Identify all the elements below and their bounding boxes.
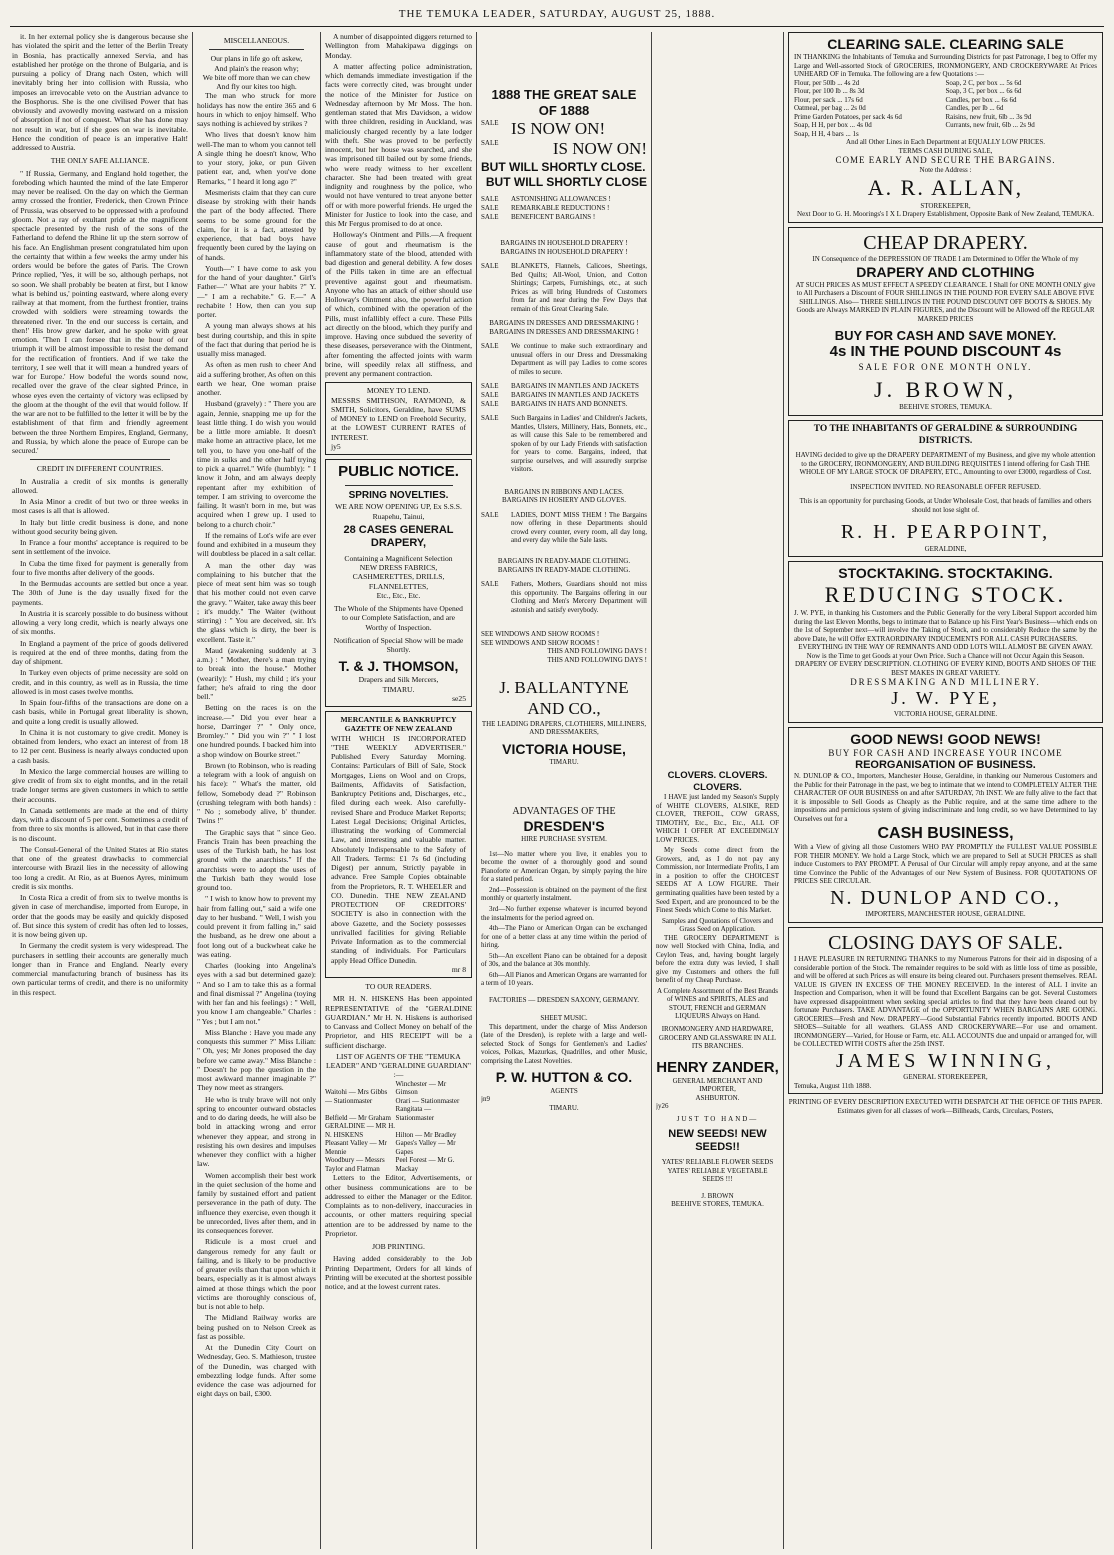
now-on: IS NOW ON! (552, 139, 647, 159)
divider (30, 459, 171, 460)
sale-tag: SALE (481, 414, 499, 423)
drapery-body: AT SUCH PRICES AS MUST EFFECT A SPEEDY CLEARANCE. I Shall for ONE MONTH ONLY give to All Purchasers a Discount of FOUR SHILLINGS IN THE POUND FOR EVERY SALE ABOVE FIVE SHILLINGS. Also— THREE SHILLINGS IN THE POUND DISCOUNT OFF BOOTS & SHOES. My Goods are Always MARKED IN PLAIN FIGURES, and the Discount will be Allowed off the REGULAR MARKED PRICES (795, 280, 1096, 323)
price-item: Soap, 2 C, per box ... 5s 6d (945, 78, 1022, 87)
holloway-ad: Holloway's Ointment and Pills.—A frequent cause of gout and rheumatism is the inflammatory state of the blood, attended with bad digestion and general debility. A few doses of the Pills taken in time are an effectual preventive against gout and rheumatism. Anyone who has an attack of either should use Holloway's Ointment also, the powerful action of which, combined with the operation of the Pills, must infallibly effect a cure. These Pills act directly on the blood, which they purify and improve. Having once subdued the severity of these diseases, perseverance with the Ointment, after fomenting the affected joints with warm brine, will speedily relax all stiffness, and prevent any permanent contraction. (325, 230, 472, 378)
hutton-name: P. W. HUTTON & CO. (495, 1069, 633, 1086)
price-item: Soap, H H, per box ... 4s 0d (794, 121, 872, 130)
sale-heading: BARGAINS IN HOSIERY AND GLOVES. (502, 496, 626, 505)
sale-heading: BARGAINS IN HOUSEHOLD DRAPERY ! (500, 247, 628, 256)
price-item: Oatmeal, per bag ... 2s 0d (794, 104, 866, 113)
sale-tag: SALE (481, 212, 499, 221)
winning-ad (788, 927, 1103, 1095)
price-item: Flour, per 100 lb ... 8s 3d (794, 87, 865, 96)
sale-row (481, 139, 647, 160)
allan-address: Next Door to G. H. Moorings's I X L Drapery Establishment, Opposite Bank of New Zealand, TEMUKA. (797, 210, 1094, 219)
wines: A Complete Assortment of the Best Brands of WINES and SPIRITS, ALES and STOUT, FRENCH and GERMAN LIQUEURS Always on Hand. (657, 986, 778, 1021)
sale-row (481, 391, 647, 400)
allan-terms: TERMS CASH DURING SALE, (898, 146, 993, 155)
notice-special: Notification of Special Show will be made Shortly. (333, 635, 464, 655)
sale-tag: SALE (481, 382, 499, 391)
sale-text: BLANKETS, Flannels, Calicoes, Sheetings, Bed Quilts; All-Wool, Union, and Cotton Shirtings; Carpets, Furnishings, etc., at such Prices as will bring Hundreds of Customers from far and near during the Few Days that remain of this Great Clearing Sale. (511, 262, 647, 313)
sale-text: BARGAINS IN MANTLES AND JACKETS (511, 382, 639, 391)
allan-others: And all Other Lines in Each Department at EQUALLY LOW PRICES. (846, 138, 1045, 147)
ballantyne-sub: THE LEADING DRAPERS, CLOTHIERS, MILLINERS, AND DRESSMAKERS, (481, 719, 647, 737)
column-rule (476, 32, 477, 1549)
misc-list (197, 91, 316, 1398)
price-item: Soap, H H, 4 bars ... 1s (794, 129, 859, 138)
allan-note: Note the Address : (919, 166, 972, 175)
notice-line: CASHMERETTES, DRILLS, (352, 572, 445, 582)
sale-text: Such Bargains in Ladies' and Children's Jackets, Mantles, Ulsters, Millinery, Hats, Bonnets, etc., as will cause this Sale to be remembered and spoken of by our Lady Friends with satisfaction for years to come. Bargains, indeed, that surprise ourselves, and will assuredly surprise visitors. (511, 414, 647, 474)
jbrown-name: J. BROWN, (874, 376, 1017, 402)
sale-tag: SALE (481, 139, 499, 148)
sale-text: BENEFICENT BARGAINS ! (511, 212, 596, 221)
samples: Samples and Quotations of Clovers and Grass Seed on Application. (661, 916, 773, 934)
misc-item: Ridicule is a most cruel and dangerous remedy for any fault or failing, and is likely to be productive of greater evils than that upon which it bears, especially as it is almost always aimed at those things which the poor victims are thoroughly conscious of, but is not able to help. (197, 1237, 316, 1311)
sale-tag: SALE (481, 580, 499, 589)
credit-list (12, 477, 188, 997)
column-rule (783, 32, 784, 1549)
poem-line: Our plans in life go oft askew, (210, 54, 303, 64)
misc-item: As often as men rush to cheer And aid a suffering brother, As often on this earth we hear, One woman praise another. (197, 360, 316, 397)
pye-dress: DRESSMAKING AND MILLINERY. (850, 677, 1041, 688)
agent-entry: Winchester — Mr Gimson (395, 1079, 447, 1097)
sale-row (481, 382, 647, 391)
estimates-line: Estimates given for all classes of work—Billheads, Cards, Circulars, Posters, (837, 1106, 1054, 1115)
article-heading: THE ONLY SAFE ALLIANCE. (50, 156, 150, 166)
article-heading: MISCELLANEOUS. (223, 36, 290, 45)
sale-heading: BARGAINS IN DRESSES AND DRESSMAKING ! (489, 327, 639, 336)
dresden-point: 4th—The Piano or American Organ can be exchanged for one of a better class at any time within the period of hiring. (481, 924, 647, 950)
reorg-heading: REORGANISATION OF BUSINESS. (855, 758, 1036, 771)
money-title: MONEY TO LEND. (366, 386, 431, 396)
allan-come: COME EARLY AND SECURE THE BARGAINS. (835, 155, 1056, 166)
just-to-hand: JUST TO HAND— (676, 1114, 759, 1123)
shortly-close: BUT WILL SHORTLY CLOSE (485, 174, 647, 189)
sale-row (481, 414, 647, 474)
notice-cases: 28 CASES GENERAL DRAPERY, (343, 523, 454, 550)
column-rule (192, 32, 193, 1549)
closing-body: I HAVE PLEASURE IN RETURNING THANKS to my Numerous Patrons for their aid in disposing of a considerable portion of the Stock. The remainder requires to be sold with as little loss of time as possible, and will be offered at such Prices as will ensure its being cleared out. Purchasers present themselves. REAL VALUE IS GIVEN IN EXCESS OF THE MONEY RECEIVED. In the interest of ALL I invite an Inspection and Comparison, when it will be found that Excellent Bargains can be got. Several Customers have expressed disappointment when seeking special articles to find that they have been cleared out by fortunate Purchasers. TAKE ADVANTAGE of the OPPORTUNITY WHEN BARGAINS ARE GOING. GROCERIES—Fresh and New. DRAPERY—Good Substantial Fabrics recently imported. BOOTS AND SHOES—Suitable for all weathers. GLASS AND CROCKERYWARE—For use and ornament. IRONMONGERY—Varied, for House or Farm, etc. ALL ACCOUNTS due and unpaid or arranged for, will be COLLECTED WITH COSTS after the 25th INST. (794, 954, 1097, 1049)
masthead: THE TEMUKA LEADER, SATURDAY, AUGUST 25, 1888. (398, 8, 716, 20)
agent-entry: Waitohi — Mrs Gibbs (325, 1088, 388, 1097)
notice-contains: Containing a Magnificent Selection (344, 553, 453, 563)
clovers-body: I HAVE just landed my Season's Supply of WHITE CLOVERS, ALSIKE, RED CLOVER, TREFOIL, COW GRASS, TIMOTHY, Etc., Etc., Etc., ALL OF WHICH I OFFER AT EXCEEDINGLY LOW PRICES. (656, 793, 779, 844)
notice-line: NEW DRESS FABRICS, (359, 563, 438, 573)
price-item: Flour, per 50lb ... 4s 2d (794, 78, 860, 87)
sale-text: We continue to make such extraordinary and unusual offers in our Dress and Dressmaking Department as will pay Ladies to come scores of miles to secure. (511, 342, 647, 376)
sale-text: REMARKABLE REDUCTIONS ! (511, 203, 610, 212)
money-ad (325, 382, 472, 455)
zander-title: GENERAL MERCHANT AND IMPORTER, (672, 1076, 763, 1094)
credit-paragraph: In Canada settlements are made at the end of thirty days, with a discount of 5 per cent. Sometimes a credit of from three to six months is allowed, but in that case there is no discount. (12, 805, 188, 843)
price-item: Soap, 3 C, per box ... 6s 6d (945, 87, 1022, 96)
printing-notice: PRINTING OF EVERY DESCRIPTION EXECUTED WITH DESPATCH AT THE OFFICE OF THIS PAPER. (788, 1098, 1103, 1107)
pye-ad (788, 561, 1103, 723)
misc-item: Betting on the races is on the increase.—" Did you ever hear a horse, Darringer ?" " Only once, Bromley." " Did you win ?" " I lost one hundred pounds. I backed him into a shop window on Bourke street." (197, 703, 316, 759)
misc-item: Women accomplish their best work in the quiet seclusion of the home and family by sustained effort and patient perseverance in the path of duty. The influence they exercise, even though it be unrecorded, lives after them, and in its consequences forever. (197, 1170, 316, 1235)
sale-row (481, 204, 647, 213)
poem (197, 54, 316, 91)
credit-paragraph: In Germany the credit system is very widespread. The purchasers in settling their accounts are generally much longer than in France and England. Nearly every commercial manufacturing branch of business has its own particular terms of credit, and there is no uniformity in this respect. (12, 941, 188, 997)
music-title: SHEET MUSIC. (540, 1014, 588, 1023)
yates-list (656, 1158, 779, 1184)
allan-sub: STOREKEEPER, (920, 201, 971, 210)
credit-paragraph: In France a four months' acceptance is required to be sent in settlement of the invoice. (12, 538, 188, 557)
misc-item: Miss Blanche : Have you made any conquests this summer ?" Miss Lilian: " Oh, yes; Mr Jones proposed the day before we came away." Miss Blanche : " Doesn't he pop the question in the most awkward manner imaginable ?" They now meet as strangers. (197, 1027, 316, 1093)
dresden-name: DRESDEN'S (523, 818, 605, 835)
misc-item: Mesmerists claim that they can cure disease by stroking with their hands the part of the body affected. There seems to be some ground for the claim, for it is a fact, attested by experience, that bad boys have frequently been cured by the laying on of hands. (197, 187, 316, 262)
pye-body: J. W. PYE, in thanking his Customers and the Public Generally for the very Liberal Support accorded him during the last Eleven Months, begs to intimate that to Balance up his First Year's Business—which ends on the 1st of September next—will involve the Taking of Stock, and to considerably Reduce the same by the above Date, he will Offer EXTRAORDINARY INDUCEMENTS FOR ALL CASH PURCHASERS. (794, 609, 1097, 643)
stocktaking-heading: STOCKTAKING. STOCKTAKING. (838, 565, 1053, 582)
pye-remnants: EVERYTHING IN THE WAY OF REMNANTS AND ODD LOTS WILL ALMOST BE GIVEN AWAY. (798, 643, 1093, 652)
credit-paragraph: In Austria it is scarcely possible to do business without allowing a very long credit, which is nearly always one of six months. (12, 608, 188, 637)
brown-name: J. BROWN (701, 1191, 734, 1200)
article-heading: CREDIT IN DIFFERENT COUNTRIES. (36, 464, 164, 474)
ad-code: mr 8 (451, 964, 466, 974)
credit-paragraph: In Asia Minor a credit of but two or three weeks in most cases is all that is allowed. (12, 497, 188, 516)
sale-heading: BARGAINS IN HOUSEHOLD DRAPERY ! (500, 239, 628, 248)
geraldine-body: HAVING decided to give up the DRAPERY DEPARTMENT of my Business, and give my whole attention to the GROCERY, IRONMONGERY, AND BUILDING REQUISITES I intend offering for Cash THE WHOLE OF MY LARGE STOCK OF DRAPERY, ETC., Amounting to over £3000, regardless of Cost. (795, 451, 1096, 477)
ad-code: jy26 (656, 1102, 669, 1111)
misc-item: A man the other day was complaining to his butcher that the piece of meat sent him was so tough that his mother could not even carve the gravy. " Waiter, take away this beer ; it's muddy." The Waiter (without stirring) : " You are deceived, sir. It's the glass which is dirty, the beer is excellent. Taste it." (197, 560, 316, 644)
allowances (481, 195, 647, 221)
sale-headline: 1888 THE GREAT SALE OF 1888 (491, 87, 637, 118)
misc-item: Maud (awakening suddenly at 3 a.m.) : " Mother, there's a man trying to break into the house." Mother (wearily): " Hush, my child ; it's your father; he's afraid to ring the door bell." (197, 645, 316, 701)
misc-item: A young man always shows at his best during courtship, and this in spite of the fact that during that period he is usually miss managed. (197, 321, 316, 358)
article-paragraph: " If Russia, Germany, and England hold together, the foreboding which haunted the mind of the late Emperor may never be realised. On the day on which the German army crossed the frontier, Frederick, then Crown Prince of Prussia, was observed to be oppressed with a profound gloom. Not a ray of exultant pride at the magnificent spectacle presented by the rush of the sons of the Fatherland to defend the Rhine lit up the stern sorrow of his face. An Englishman present congratulated him upon the certainty that within a few weeks the army under his orders would be before the gates of Paris. The Crown Prince replied, 'Yes, it will be so, although perhaps, not so soon. We shall probably be beaten at first, but I know what is behind us,' pointing eastward, where along every railway at that moment, from the furthest frontier, trains crowded with soldiers were streaming towards the threatened river. 'In the end our success is certain, and then!' His brow grew darker, and he spoke with great emotion. 'Then I can forsee that in the hour of our triumph it will be almost impossible to resist the demand for the rectification of frontiers. And if we take the territory, I see well that it will mean a hundred years of war for Europe.' How bodeful the words sound now, recalled over the grave of the clear sighted Prince, in whose eyes even the certainty of victory was eclipsed by the gloom at the thought of the evil that would follow. If the war are not to be fulfilled to the letter it will be by the establishment of that firm and friendly agreement between the three Northern Empires, England, Germany, and Russia, by which alone the peace of Europe can be secured.' (12, 168, 188, 455)
sale-heading: BARGAINS IN READY-MADE CLOTHING. (497, 556, 631, 565)
poem-line: And plain's the reason why; (214, 63, 299, 73)
agent-entry: Pleasant Valley — Mr Mennie (325, 1139, 387, 1156)
sale-text: LADIES, DON'T MISS THEM ! The Bargains now offering in these Departments should crowd every counter, every room, all day long, and every day while the Sale lasts. (511, 510, 647, 545)
gazette-body: WITH WHICH IS INCORPORATED "THE WEEKLY ADVERTISER." Published Every Saturday Morning. Contains: Particulars of Bill of Sale, Stock Mortgages, Liens on Wool and on Crops, Bailments, Affidavits of Satisfaction, Bankruptcy Petitions and, Discharges, etc., filed during each week. Also carefully-revised Share and Produce Market Reports; Latest Legal Decisions; Original Articles, illustrating the working of Commercial Law, and interesting and valuable matter. Absolutely Indispensable to the Safety of All Traders. Terms: £1 7s 6d (including Digest) per annum, Strictly payable in advance. Free Sample Copies obtainable from the Proprietors, R. T. WHEELER and CO. Dunedin. THE NEW ZEALAND PROTECTION OF CREDITORS' SOCIETY is also in connection with the above Gazette, and the Society possesses unrivalled facilities for giving Reliable Private Information as to the commercial standing of individuals. For Particulars apply Head Office Dunedin. (331, 733, 466, 965)
grocery-body: THE GROCERY DEPARTMENT is now well Stocked with China, India, and Ceylon Teas, and, having bought largely before the extra duty was levied, I shall give my Customers and others the full benefit of my Cheap Purchase. (656, 933, 779, 985)
sale-tag: SALE (481, 262, 499, 271)
credit-paragraph: In Turkey even objects of prime necessity are sold on credit, and in this country, as well as in Russia, the time allowed is in most cases twelve months. (12, 668, 188, 696)
credit-paragraph: In Mexico the large commercial houses are willing to give credit of from six to eight months, and in the retail trade longer terms are given customers in which to settle their accounts. (12, 766, 188, 804)
ballantyne-house: VICTORIA HOUSE, (502, 740, 626, 757)
pye-name: J. W. PYE, (891, 688, 1000, 709)
misc-item: The Midland Railway works are being pushed on to Nelson Creek as fast as possible. (197, 1313, 316, 1341)
sale-row (481, 511, 647, 545)
misc-item: Brown (to Robinson, who is reading a telegram with a look of anguish on his face): " What's the matter, old fellow, Somebody dead ?" Robinson (crushing telegram with both hands) : " No ; somebody alive, b' thunder. Twins !" (197, 760, 316, 826)
sale-text: BARGAINS IN HATS AND BONNETS. (511, 399, 628, 408)
reducing-heading: REDUCING STOCK. (824, 582, 1067, 608)
ad-code: jy5 (331, 441, 341, 451)
sale-text: ASTONISHING ALLOWANCES ! (511, 195, 611, 204)
credit-paragraph: In Italy but little credit business is done, and none without good security being given. (12, 517, 188, 536)
sale-tag: SALE (481, 203, 499, 212)
allan-ad (788, 32, 1103, 223)
new-seeds: NEW SEEDS! NEW SEEDS!! (668, 1127, 767, 1153)
price-item: Prime Garden Potatoes, per sack 4s 6d (794, 112, 902, 121)
divider (345, 485, 453, 486)
seeds-body: My Seeds come direct from the Growers, and, as I do not pay any Commission, nor Intermediate Profits, I am in a position to offer the CHOICEST SEEDS AT A LOW FIGURE. Their germinating qualities have been tested by a Seed Expert, and are pronounced to be the Finest Seeds which Come to this Market. (656, 846, 779, 915)
notice-intro: WE ARE NOW OPENING UP, Ex S.S.S. Ruapehu, Tainui, (335, 502, 462, 521)
misc-item: At the Dunedin City Court on Wednesday, Geo. S. Mathieson, trustee of the Dunedin, was charged with embezzling lodge funds. After some evidence the case was adjourned for eight days on bail, £300. (197, 1343, 316, 1399)
dresden-points (481, 850, 647, 988)
notice-line: FLANNELETTES, (368, 581, 429, 591)
column-3 (325, 32, 472, 1549)
news-item: A number of disappointed diggers returned to Wellington from Mahakipawa diggings on Monday. (325, 32, 472, 60)
article-heading: JOB PRINTING. (372, 1242, 425, 1252)
yates-line: YATES' RELIABLE FLOWER SEEDS (661, 1158, 774, 1167)
agent-entry: Rangitata — Stationmaster (395, 1105, 435, 1122)
dresden-point: 6th—All Pianos and American Organs are warranted for a term of 10 years. (481, 970, 647, 988)
cash-heading: CASH BUSINESS, (877, 824, 1014, 842)
ballantyne-town: TIMARU. (549, 757, 579, 766)
price-item: Candles, per box ... 6s 6d (945, 95, 1017, 104)
agents-list (325, 1080, 472, 1174)
month-line: SALE FOR ONE MONTH ONLY. (858, 361, 1033, 372)
misc-item: " I wish to know how to prevent my hair from falling out," said a wife one day to her husband. " Well, I wish you could prevent it from falling in," said the husband, as he drew one about a foot long out of a buckwheat cake he was eating. (197, 894, 316, 959)
sale-tag: SALE (481, 195, 499, 204)
sale-row (481, 342, 647, 376)
buy-heading: BUY FOR CASH AND SAVE MONEY. (834, 327, 1057, 343)
sale-row (481, 262, 647, 313)
misc-item: If the remains of Lot's wife are ever found and exhibited in a museum they will doubtless be placed in a salt cellar. (197, 530, 316, 559)
ad-code: jn9 (481, 1095, 490, 1104)
news-item: A matter affecting police administration, which demands immediate investigation if the facts were correctly cited, was brought under the notice of the Minister for Justice on Wednesday afternoon by Mr Moss. The hon. gentleman stated that Mrs Davidson, a widow with three children, residing in Auckland, was maliciously charged recently by a late lodger with theft. She was proved to be perfectly innocent, but her house was searched, and she was imprisoned till bailed out by some friends, who were ready witness to her excellent character. She had been treated with great indignity and roughness by the police, who would not have ventured to treat anyone better off or with more powerful friends. He urged the Minister for Justice to look into the case, and this Mr Fergus promised to do at once. (325, 61, 472, 228)
ad-code: se25 (452, 693, 466, 703)
credit-paragraph: In Cuba the time fixed for payment is generally from four to five months after delivery of the goods. (12, 558, 188, 577)
zander-town: ASHBURTON. (695, 1093, 740, 1102)
credit-paragraph: In China it is not customary to give credit. Money is obtained from lenders, who exact an interest of from 18 to 12 per cent. Business is nearly always conducted upon a cash basis. (12, 727, 188, 765)
sale-heading: BARGAINS IN DRESSES AND DRESSMAKING ! (489, 319, 639, 328)
closing-heading: CLOSING DAYS OF SALE. (828, 931, 1063, 954)
prices-left (794, 79, 946, 139)
header-rule (10, 26, 1104, 27)
misc-item: The Graphic says that " since Geo. Francis Train has been preaching the uses of the Turkish bath, he has lost ground with the anarchists." If the anarchists were to adopt the uses of the Turkish bath they would lose ground too. (197, 827, 316, 892)
agent-entry: Orari — Stationmaster (395, 1096, 460, 1105)
jbrown-sub: BEEHIVE STORES, TEMUKA. (899, 403, 992, 412)
sale-heading: THIS AND FOLLOWING DAYS ! (547, 647, 647, 656)
sale-heading: SEE WINDOWS AND SHOW ROOMS ! (481, 638, 600, 647)
price-item: Candles, per lb ... 6d (945, 104, 1004, 113)
misc-item: He who is truly brave will not only spring to encounter outward obstacles and to do daring deeds, he will also be bold in attacking wrong and error whenever they appear, and strong in resisting his own desires and impulses whenever they conflict with a higher law. (197, 1094, 316, 1169)
dresden-point: 2nd—Possession is obtained on the payment of the first monthly or quarterly instalment. (481, 885, 647, 903)
ballantyne-name: J. BALLANTYNE AND CO., (499, 678, 629, 719)
divider (209, 49, 304, 50)
winning-date: Temuka, August 11th 1888. (794, 1081, 872, 1090)
thomson-ad (325, 459, 472, 707)
column-rule (651, 32, 652, 1549)
poem-line: And fly our kites too high. (216, 82, 297, 91)
misc-item: The man who struck for more holidays has now the entire 365 and 6 hours in which to enjoy himself. Who says nothing is achieved by strikes ? (197, 91, 316, 128)
drapery-heading: DRAPERY AND CLOTHING (856, 263, 1035, 280)
pearpoint-name: R. H. PEARPOINT, (840, 521, 1051, 544)
cheap-heading: CHEAP DRAPERY. (863, 231, 1028, 254)
discount-heading: 4s IN THE POUND DISCOUNT 4s (829, 343, 1062, 361)
pye-sub: VICTORIA HOUSE, GERALDINE. (893, 710, 998, 719)
news-list (325, 32, 472, 228)
dresden-point: 5th—An excellent Piano can be obtained for a deposit of 30s, and the balance at 30s monthly. (481, 951, 647, 969)
sale-text: Fathers, Mothers, Guardians should not miss this opportunity. The Bargains offering in our Clothing and Men's Mercery Department will astonish and satisfy everybody. (511, 580, 647, 614)
price-table (794, 79, 1097, 139)
ironmongery: IRONMONGERY AND HARDWARE, GROCERY AND GLASSWARE IN ALL ITS BRANCHES. (658, 1024, 777, 1051)
sale-tag: SALE (481, 399, 499, 408)
brown-sub: BEEHIVE STORES, TEMUKA. (671, 1200, 764, 1209)
clovers-heading: CLOVERS. CLOVERS. CLOVERS. (667, 770, 768, 793)
dunlop-sub: IMPORTERS, MANCHESTER HOUSE, GERALDINE. (865, 910, 1026, 919)
sale-row (481, 213, 647, 222)
inspection-line: INSPECTION INVITED. NO REASONABLE OFFER REFUSED. (850, 482, 1041, 491)
sale-tag: SALE (481, 510, 499, 519)
credit-paragraph: In the Bermudas accounts are settled but once a year. The 30th of June is the day usually fixed for the payments. (12, 579, 188, 607)
column-rule (320, 32, 321, 1549)
brown-drapery-ad (788, 227, 1103, 416)
column-6 (788, 32, 1103, 1549)
agent-entry: Woodbury — Messrs Taylor and Flatman (325, 1156, 385, 1173)
pye-desc: DRAPERY OF EVERY DESCRIPTION. CLOTHING OF EVERY KIND, BOOTS AND SHOES OF THE BEST MAKES IN GREAT VARIETY. (795, 660, 1096, 677)
dresden-sub: HIRE PURCHASE SYSTEM. (521, 835, 607, 844)
thomson-place: TIMARU. (382, 684, 415, 694)
column-1 (12, 32, 188, 1549)
hutton-agents: AGENTS (550, 1086, 578, 1095)
dresden-ad (481, 806, 647, 1549)
misc-item: Charles (looking into Angelina's eyes with a sad but determined gaze): " And so I am to take this as a formal and final dismissal ?" Angelina (toying with her fan and his feelings) : " Well, you know I am changeable." Charles : " Yes ; but I am not." (197, 961, 316, 1026)
misc-item: Husband (gravely) : " There you are again, Jennie, snapping me up for the least little thing. I do wish you would be a little more amiable. It doesn't make home an attractive place, let me tell you, to have you one-half of the time in sulks and the other half trying to pick a quarrel." Wife (humbly): " I know it John, and am always deeply repentant after my exhibition of temper. I am striving to overcome the failing. It wasn't born in me, but was acquired when I grew up. I used to belong to a church choir." (197, 399, 316, 529)
notice-line: Etc., Etc., Etc. (376, 590, 421, 600)
agent-entry: Hilton — Mr Bradley (395, 1130, 457, 1139)
yates-line: YATES' RELIABLE VEGETABLE SEEDS !!! (667, 1166, 768, 1184)
sale-row (481, 400, 647, 409)
winning-name: JAMES WINNING, (836, 1049, 1055, 1072)
sale-tag: SALE (481, 391, 499, 399)
clearing-heading: CLEARING SALE. CLEARING SALE (827, 36, 1064, 52)
good-news: GOOD NEWS! GOOD NEWS! (850, 730, 1041, 747)
winning-sub: GENERAL STOREKEEPER, (903, 1073, 988, 1082)
article-heading: TO OUR READERS. (365, 982, 432, 992)
sale-tag: SALE (481, 342, 499, 351)
sale-text: BARGAINS IN MANTLES AND JACKETS (511, 391, 639, 399)
dunlop-name: N. DUNLOP AND CO., (830, 886, 1061, 909)
now-on: IS NOW ON! (511, 118, 606, 138)
job-printing: Having added considerably to the Job Printing Department, Orders for all kinds of Printing will be executed at the shortest possible notice, and at the lowest current rates. (325, 1254, 472, 1292)
pearpoint-ad (788, 420, 1103, 557)
shortly-close: BUT WILL SHORTLY CLOSE. (481, 160, 646, 175)
agent-entry: Belfield — Mr Graham (325, 1113, 391, 1122)
music-body: This department, under the charge of Miss Anderson (late of the Dresden), is replete with a large and well-selected Stock of Songs for Gentlemen's and Ladies' voices, Polkas, Mazurkas, Quadrilles, and other Music, comprising the Latest Novelties. (481, 1022, 647, 1065)
zander-name: HENRY ZANDER, (656, 1058, 779, 1076)
allan-name: A. R. ALLAN, (867, 174, 1024, 200)
agent-entry: Peel Forest — Mr G. Mackay (395, 1156, 455, 1173)
gazette-title: MERCANTILE & BANKRUPTCY GAZETTE OF NEW ZEALAND (340, 715, 457, 734)
gazette-ad (325, 711, 472, 978)
price-item: Currants, new fruit, 6lb ... 2s 9d (945, 121, 1035, 130)
credit-paragraph: The Consul-General of the United States at Rio states that one of the greatest drawbacks to commercial intercourse with Brazil lies in the necessity of allowing too long a credit. At Rio, as at Buenos Ayres, minimum credit is six months. (12, 844, 188, 891)
dresden-factories: FACTORIES — DRESDEN SAXONY, GERMANY. (488, 995, 639, 1004)
sale-heading: SEE WINDOWS AND SHOW ROOMS ! (481, 630, 600, 639)
misc-item: Youth—" I have come to ask you for the hand of your daughter." Girl's Father—" What are your habits ?" Y.—" I am a rechabite." G. F.—" A rechabite ! How, then can you sup porter. (197, 263, 316, 319)
column-5 (656, 770, 779, 1549)
dresden-point: 1st—No matter where you live, it enables you to become the owner of a thoroughly good and sound Pianoforte or American Organ, by simply paying the hire for a stated period. (481, 849, 647, 884)
prices-right (946, 79, 1098, 139)
clearing-body: IN THANKING the Inhabitants of Temuka and Surrounding Districts for past Patronage, I beg to Offer my Large and Well-assorted Stock of GROCERIES, IRONMONGERY, AND CROCKERYWARE At Prices UNHEARD OF in Temuka. The following are a few Quotations :— (794, 53, 1097, 79)
notice-sub: SPRING NOVELTIES. (348, 490, 449, 502)
sale-heading: THIS AND FOLLOWING DAYS ! (547, 655, 647, 664)
thomson-name: T. & J. THOMSON, (338, 658, 459, 675)
sale-heading: BARGAINS IN READY-MADE CLOTHING. (497, 565, 631, 574)
dresden-head: ADVANTAGES OF THE (512, 806, 616, 817)
sale-row (481, 119, 647, 140)
cheap-body: IN Consequence of the DEPRESSION OF TRADE I am Determined to Offer the Whole of my (812, 255, 1079, 264)
article-paragraph: it. In her external policy she is dangerous because she has violated the spirit and the letter of the Berlin Treaty in Bosnia, has practically annexed Servia, and has established her protége on the throne of Bulgaria, and is pursuing a policy of Drang nach Osten, which will inevitably bring her into collision with Russia, who imposes an irrevocable veto on the Austrian advance to the Bosphorus. She is the one civilised Power that has obviously and avowedly moving eastward on a mission of absorption if not of conquest. What she has done may not result in war, but if she goes on war is inevitable. Hence the condition of peace is an imperative Halt! addressed to Austria. (12, 32, 188, 152)
credit-paragraph: In Costa Rica a credit of from six to twelve months is given in case of merchandise, imported from Europe, in order that the goods may be easily and quickly disposed of. But since this system of credit has often led to losses, it is now being given up. (12, 893, 188, 939)
dunlop-buy: BUY FOR CASH AND INCREASE YOUR INCOME (828, 747, 1063, 758)
hutton-town: TIMARU. (549, 1103, 579, 1112)
notice-body: The Whole of the Shipments have Opened to our Complete Satisfaction, and are Worthy of Inspection. (334, 604, 463, 632)
dresden-point: 3rd—No further expense whatever is incurred beyond the instalments for the period agreed on. (481, 904, 647, 922)
readers-letters: Letters to the Editor, Advertisements, or other business communications are to be addressed to either the Manager or the Editor. Complaints as to non-delivery, inaccuracies in accounts, or other matters requiring special attention are to be addressed by name to the Proprietor. (325, 1173, 472, 1238)
thomson-trade: Drapers and Silk Mercers, (358, 675, 439, 685)
agent-entry: GERALDINE — MR H. N. HISKENS (325, 1122, 395, 1139)
credit-paragraph: In England a payment of the price of goods delivered is required at the end of three months, dating from the day of shipment. (12, 638, 188, 666)
sale-row (481, 580, 647, 614)
readers-body: MR H. N. HISKENS Has been appointed REPRESENTATIVE of the "GERALDINE GUARDIAN." Mr H. N. Hiskens is authorised to Canvass and Collect Money on behalf of the Proprietor, and HIS RECEIPT will be a sufficient discharge. (325, 994, 472, 1050)
misc-item: Who lives that doesn't know him well-The man to whom you cannot tell A single thing he doesn't know, Who to your story, joke, or pun Given patient ear, and, when you've done Remarks, " I heard it long ago ?" (197, 130, 316, 186)
agents-title: LIST OF AGENTS OF THE "TEMUKA LEADER" AND "GERALDINE GUARDIAN" :— (326, 1051, 471, 1080)
agent-entry: Gapes's Valley — Mr Gapes (395, 1139, 456, 1156)
credit-paragraph: In Spain four-fifths of the transactions are done on a cash basis, while in Portugal great liberality is shown, and quite a long credit is usually allowed. (12, 698, 188, 726)
sale-heading: BARGAINS IN RIBBONS AND LACES. (504, 487, 624, 496)
price-item: Raisins, new fruit, 6lb ... 3s 9d (945, 112, 1032, 121)
money-body: MESSRS SMITHSON, RAYMOND, & SMITH, Solicitors, Geraldine, have SUMS of MONEY to LEND on Freehold Security, at the LOWEST CURRENT RATES of INTEREST. (331, 395, 466, 442)
credit-paragraph: In Australia a credit of six months is generally allowed. (12, 476, 188, 495)
opportunity-line: This is an opportunity for purchasing Goods, at Under Wholesale Cost, that heads of families and others should not lose sight of. (799, 497, 1092, 514)
pearpoint-sub: GERALDINE, (924, 544, 967, 553)
geraldine-heading: TO THE INHABITANTS OF GERALDINE & SURROUNDING DISTRICTS. (813, 423, 1078, 446)
sale-row (481, 195, 647, 204)
poem-line: We bite off more than we can chew (202, 72, 311, 82)
notice-lines (331, 563, 466, 600)
dunlop-body: N. DUNLOP & CO., Importers, Manchester House, Geraldine, in thanking our Numerous Customers and the Public for their Patronage in the past, we beg to intimate that we intend to COMPLETELY ALTER THE CHARACTER OF OUR BUSINESS on and after SATURDAY, 7th INST. We are fully alive to the fact that it is impossible to Sell Goods as Cheaply as the Public require, and at the same time adhere to the impositions and pernicious system of giving indiscriminate and long credit, so we have Determined to lay Ourselves out for a (794, 772, 1097, 823)
notice-title: PUBLIC NOTICE. (338, 463, 459, 480)
dunlop-ad (788, 727, 1103, 923)
pye-now: Now is the Time to get Goods at your Own Price. Such a Chance will not Occur Again this Season. (806, 651, 1085, 660)
price-item: Flour, per sack ... 17s 6d (794, 95, 863, 104)
mantles (481, 382, 647, 408)
column-2 (197, 32, 316, 1549)
agent-entry: — Stationmaster (325, 1096, 373, 1105)
sale-tag: SALE (481, 118, 499, 127)
cash-body: With a View of giving all those Customers WHO PAY PROMPTLY the FULLEST VALUE POSSIBLE FOR THEIR MONEY. We hold a Large Stock, which we are prepared to Sell at SUCH PRICES as shall induce Customers to PAY PROMPT. A Perusal of Our Circular will amply repay anyone, and at the same time Convince the Public of the Advantages of our New System of Business. FOR QUOTATIONS OF PRICES SEE CIRCULAR. (794, 843, 1097, 886)
